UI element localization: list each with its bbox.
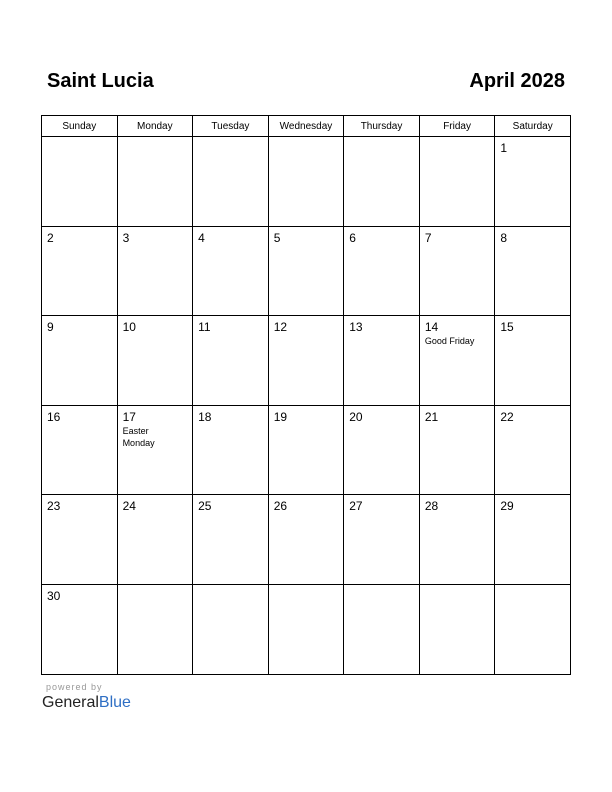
day-cell <box>344 316 420 406</box>
day-cell <box>268 584 344 674</box>
day-number: 30 <box>47 588 61 603</box>
day-number: 16 <box>47 409 61 424</box>
calendar-grid <box>41 115 571 675</box>
day-cell <box>419 495 495 585</box>
day-cell <box>117 584 193 674</box>
day-number: 28 <box>424 499 439 514</box>
day-cell <box>193 226 269 316</box>
day-cell <box>268 137 344 227</box>
day-number: 13 <box>349 320 363 335</box>
day-cell <box>117 405 193 495</box>
weekday-header: Tuesday <box>193 116 269 137</box>
day-number: 9 <box>47 320 54 335</box>
weekday-header: Friday <box>419 116 495 137</box>
weekday-header-row <box>42 116 571 137</box>
day-cell <box>419 137 495 227</box>
day-number: 24 <box>122 499 136 514</box>
day-cell <box>419 405 495 495</box>
day-number: 26 <box>273 499 288 514</box>
day-cell <box>344 405 420 495</box>
country-title: Saint Lucia <box>47 70 154 92</box>
day-cell <box>495 226 571 316</box>
weekday-header: Sunday <box>42 116 118 137</box>
day-cell <box>42 137 118 227</box>
day-number: 25 <box>198 499 212 514</box>
week-row <box>42 405 571 495</box>
day-number: 27 <box>349 499 363 514</box>
brand-blue-text: Blue <box>98 694 131 711</box>
brand-general-text: General <box>42 694 99 711</box>
weekday-header: Thursday <box>344 116 420 137</box>
day-number: 1 <box>500 141 508 155</box>
day-number: 22 <box>500 409 514 424</box>
day-cell <box>42 405 118 495</box>
day-cell <box>495 405 571 495</box>
day-cell <box>193 495 269 585</box>
day-cell <box>419 316 495 406</box>
week-row <box>42 584 571 674</box>
generalblue-logo[interactable] <box>42 694 131 712</box>
day-cell <box>193 584 269 674</box>
day-cell <box>117 137 193 227</box>
day-cell <box>117 495 193 585</box>
weekday-header: Saturday <box>495 116 571 137</box>
day-number: 2 <box>47 230 54 245</box>
day-number: 3 <box>122 230 130 245</box>
day-cell <box>495 137 571 227</box>
day-cell <box>344 226 420 316</box>
day-cell <box>268 405 344 495</box>
day-number: 14 <box>424 320 439 335</box>
day-cell <box>268 495 344 585</box>
week-row <box>42 316 571 406</box>
day-number: 6 <box>349 230 356 245</box>
day-cell <box>268 316 344 406</box>
day-cell <box>193 137 269 227</box>
day-cell <box>117 226 193 316</box>
day-cell <box>42 584 118 674</box>
day-number: 8 <box>500 230 508 245</box>
day-number: 15 <box>500 320 514 335</box>
weekday-header: Monday <box>117 116 193 137</box>
day-number: 29 <box>500 499 514 514</box>
month-year-title: April 2028 <box>469 70 565 92</box>
day-number: 19 <box>273 409 288 424</box>
day-cell <box>42 495 118 585</box>
holiday-label: Easter Monday <box>122 425 155 448</box>
day-number: 4 <box>198 230 205 245</box>
day-cell <box>419 584 495 674</box>
day-cell <box>193 316 269 406</box>
day-cell <box>419 226 495 316</box>
day-number: 5 <box>273 230 281 245</box>
holiday-label: Good Friday <box>424 336 475 347</box>
day-number: 12 <box>273 320 288 335</box>
week-row <box>42 226 571 316</box>
day-number: 10 <box>122 320 136 335</box>
day-cell <box>344 495 420 585</box>
day-cell <box>268 226 344 316</box>
day-cell <box>495 495 571 585</box>
day-cell <box>193 405 269 495</box>
day-cell <box>344 137 420 227</box>
day-number: 18 <box>198 409 212 424</box>
week-row <box>42 495 571 585</box>
day-number: 11 <box>198 320 211 335</box>
day-cell <box>344 584 420 674</box>
day-number: 7 <box>424 230 432 245</box>
week-row <box>42 137 571 227</box>
weekday-header: Wednesday <box>268 116 344 137</box>
day-number: 17 <box>122 409 136 424</box>
day-cell <box>117 316 193 406</box>
day-cell <box>42 226 118 316</box>
day-number: 20 <box>349 409 363 424</box>
powered-by-label: powered by <box>46 682 103 692</box>
day-cell <box>495 316 571 406</box>
day-number: 23 <box>47 499 61 514</box>
day-cell <box>42 316 118 406</box>
day-cell <box>495 584 571 674</box>
day-number: 21 <box>424 409 439 424</box>
